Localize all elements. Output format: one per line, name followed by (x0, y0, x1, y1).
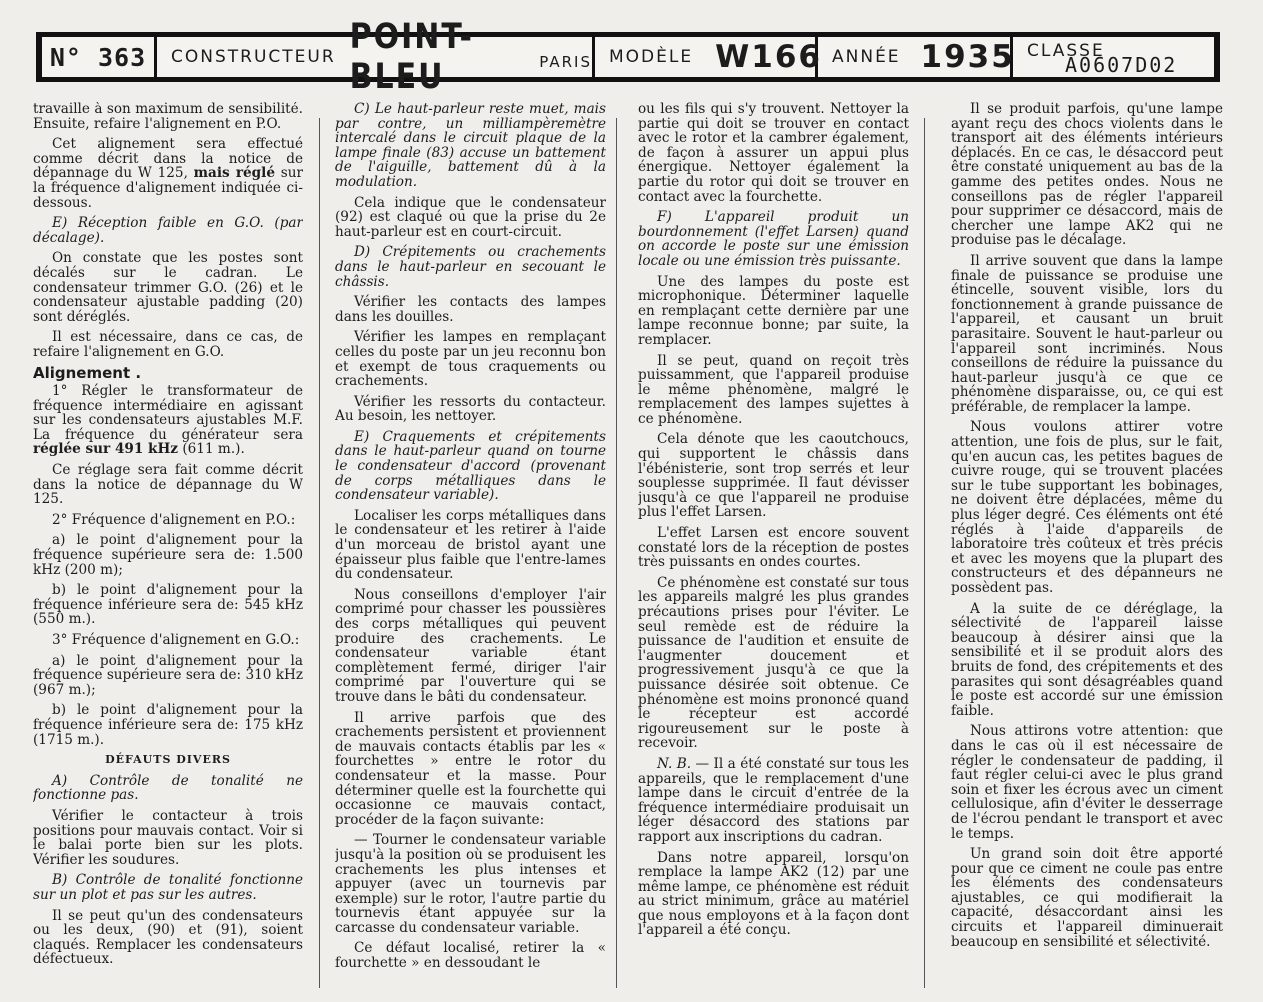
constructor-label: CONSTRUCTEUR (171, 47, 336, 67)
paragraph: Ce réglage sera fait comme décrit dans la notice de dépannage du W 125. (33, 462, 303, 508)
paragraph: N. B. — Il a été constaté sur tous les appareils, que le remplacement d'une lampe dans le circuit d'entrée de la fréquence intermédiaire produisait un léger désaccord des stations par rapport aux inscriptions du cadran. (638, 755, 909, 845)
paragraph: 1° Régler le transformateur de fréquence intermédiaire en agissant sur les condensateurs ajustables M.F. La fréquence du générateur sera réglée sur 491 kHz (611 m.). (33, 383, 303, 458)
paragraph: Ce phénomène est constaté sur tous les appareils malgré les plus grandes précautions prises pour l'éviter. Le seul remède est de réduire la puissance de l'audition et ensuite de l'augmenter doucement et progressivement jusqu'à ce que la puissance désirée soit obtenue. Ce phénomène est moins prononcé quand le récepteur est accordé rigoureusement sur le poste à recevoir. (638, 574, 909, 752)
sheet-number-cell (42, 37, 157, 77)
class-value: A0607D02 (1065, 53, 1178, 77)
paragraph: Il se produit parfois, qu'une lampe ayant reçu des chocs violents dans le transport ait des éléments intérieurs déplacés. En ce cas, le désaccord peut être constaté uniquement au bas de la gamme des petites ondes. Nous ne conseillons pas de régler l'appareil pour supprimer ce désaccord, mais de chercher une lampe AK2 qui ne produise pas le décalage. (951, 102, 1223, 249)
paragraph: Cet alignement sera effectué comme décrit dans la notice de dépannage du W 125, mais réglé sur la fréquence d'alignement indiquée ci-dessous. (33, 136, 303, 211)
paragraph: B) Contrôle de tonalité fonctionne sur un plot et pas sur les autres. (33, 872, 303, 903)
paragraph: Nous voulons attirer votre attention, une fois de plus, sur le fait, qu'en aucun cas, les petites bagues de cuivre rouge, qui se trouvent placées sur le tube supportant les bobinages, ne doivent être déplacées, même du plus léger degré. Ces éléments ont été réglés à l'aide d'appareils de laboratoire très coûteux et très précis et avec les moyens que la plupart des constructeurs et des dépanneurs ne possèdent pas. (951, 419, 1223, 596)
paragraph: E) Craquements et crépitements dans le haut-parleur quand on tourne le condensateur d'accord (provenant de corps métalliques dans le condensateur variable). (335, 428, 606, 504)
column-2 (335, 102, 606, 1000)
header-box (36, 16, 1220, 98)
paragraph: Il se peut, quand on reçoit très puissamment, que l'appareil produise le même phénomène, malgré le remplacement des lampes sujettes à ce phénomène. (638, 352, 909, 427)
paragraph: — Tourner le condensateur variable jusqu'à la position où se produisent les crachements les plus intenses et appuyer (avec un tournevis par exemple) sur le rotor, l'autre partie du tournevis étant appuyée sur la carcasse du condensateur variable. (335, 832, 606, 936)
paragraph: Il est nécessaire, dans ce cas, de refaire l'alignement en G.O. (33, 329, 303, 360)
paragraph: A la suite de ce déréglage, la sélectivité de l'appareil laisse beaucoup à désirer ainsi que la sensibilité et il se produit alors des bruits de fond, des crépitements et des parasites qui sont désagréables quand le poste est accordé sur une émission faible. (951, 600, 1223, 719)
paragraph: Localiser les corps métalliques dans le condensateur et les retirer à l'aide d'un morceau de bristol ayant une épaisseur plus faible que l'entre-lames du condensateur. (335, 507, 606, 583)
year-label: ANNÉE (832, 47, 901, 67)
paragraph: Vérifier les ressorts du contacteur. Au besoin, les nettoyer. (335, 393, 606, 425)
paragraph: a) le point d'alignement pour la fréquence supérieure sera de: 310 kHz (967 m.); (33, 652, 303, 698)
brand-name: POINT-BLEU (349, 16, 474, 98)
paragraph: Il se peut qu'un des condensateurs ou les deux, (90) et (91), soient claqués. Remplacer les condensateurs défectueux. (33, 907, 303, 968)
paragraph: Cela indique que le condensateur (92) est claqué ou que la prise du 2e haut-parleur est en court-circuit. (335, 194, 606, 240)
paragraph: Une des lampes du poste est microphonique. Déterminer laquelle en remplaçant cette dernière par une lampe reconnue bonne; par suite, la remplacer. (638, 273, 909, 348)
constructor-cell (157, 16, 595, 98)
paragraph: Vérifier les lampes en remplaçant celles du poste par un jeu reconnu bon et exempt de tous craquements ou crachements. (335, 329, 606, 390)
paragraph: On constate que les postes sont décalés sur le cadran. Le condensateur trimmer G.O. (26) et le condensateur ajustable padding (20) sont déréglés. (33, 250, 303, 325)
paragraph: Vérifier le contacteur à trois positions pour mauvais contact. Voir si le balai porte bien sur les plots. Vérifier les soudures. (33, 807, 303, 868)
section-heading: Alignement . (33, 363, 142, 382)
column-1 (33, 102, 303, 1000)
paragraph: E) Réception faible en G.O. (par décalage). (33, 215, 303, 246)
paragraph: Vérifier les contacts des lampes dans les douilles. (335, 294, 606, 325)
paragraph: Dans notre appareil, lorsqu'on remplace la lampe AK2 (12) par une même lampe, ce phénomène est réduit au strict minimum, grâce au matériel que nous employons et à la façon dont l'appareil a été conçu. (638, 849, 909, 939)
paragraph: Nous attirons votre attention: que dans le cas où il est nécessaire de régler le condensateur de padding, il faut régler celui-ci avec le plus grand soin et fixer les écrous avec un ciment cellulosique, afin d'éviter le desserrage de l'écrou pendant le transport et avec le temps. (951, 723, 1223, 842)
column-4 (951, 102, 1223, 1000)
article-body (33, 102, 1225, 1000)
class-label: CLASSE (1027, 41, 1105, 61)
paragraph: 3° Fréquence d'alignement en G.O.: (52, 632, 300, 648)
paragraph: C) Le haut-parleur reste muet, mais par contre, un milliampèremètre intercalé dans le circuit plaque de la lampe finale (83) accuse un battement de l'aiguille, battement dû à la modulation. (335, 102, 606, 190)
paragraph: L'effet Larsen est encore souvent constaté lors de la réception de postes très puissants en ondes courtes. (638, 525, 909, 571)
paragraph: ou les fils qui s'y trouvent. Nettoyer la partie qui doit se trouver en contact avec le rotor et la cambrer également, de façon à assurer un appui plus énergique. Nettoyer également la partie du rotor qui doit se trouver en contact avec la fourchette. (638, 102, 909, 205)
paragraph: Ce défaut localisé, retirer la « fourchette » en dessoudant le (335, 940, 606, 972)
paragraph: a) le point d'alignement pour la fréquence supérieure sera de: 1.500 kHz (200 m); (33, 532, 303, 578)
sheet-number: N° 363 (49, 42, 147, 72)
paragraph: 2° Fréquence d'alignement en P.O.: (52, 511, 296, 528)
paragraph: A) Contrôle de tonalité ne fonctionne pas. (33, 772, 303, 804)
section-heading: DÉFAUTS DIVERS (105, 753, 231, 767)
brand-city: PARIS (539, 53, 592, 71)
paragraph: Nous conseillons d'employer l'air comprimé pour chasser les poussières des corps métalliques qui peuvent produire des crachements. Le condensateur variable étant complètement fermé, diriger l'air comprimé par l'ouverture qui se trouve dans le bâti du condensateur. (335, 586, 606, 705)
model-cell (595, 37, 822, 77)
year-cell (818, 37, 1013, 77)
paragraph: F) L'appareil produit un bourdonnement (l'effet Larsen) quand on accorde le poste sur une émission locale ou une émission très puissante. (638, 209, 909, 269)
paragraph: D) Crépitements ou crachements dans le haut-parleur en secouant le châssis. (335, 244, 606, 290)
year-value: 1935 (920, 39, 1015, 75)
model-label: MODÈLE (609, 47, 694, 67)
paragraph: travaille à son maximum de sensibilité. Ensuite, refaire l'alignement en P.O. (33, 102, 303, 132)
paragraph: b) le point d'alignement pour la fréquence inférieure sera de: 175 kHz (1715 m.). (33, 702, 303, 748)
model-name: W166 (715, 39, 822, 75)
paragraph: Il arrive parfois que des crachements persistent et proviennent de mauvais contacts établis par les « fourchettes » entre le rotor du condensateur et la masse. Pour déterminer quelle est la fourchette qui occasionne ce mauvais contact, procéder de la façon suivante: (335, 709, 606, 828)
column-3 (638, 102, 909, 1000)
paragraph: Cela dénote que les caoutchoucs, qui supportent le châssis dans l'ébénisterie, sont trop serrés et leur souplesse supprimée. Il faut dévisser jusqu'à ce que l'appareil ne produise plus l'effet Larsen. (638, 431, 909, 521)
paragraph: Il arrive souvent que dans la lampe finale de puissance se produise une étincelle, souvent visible, lors du fonctionnement à grande puissance de l'appareil, et causant un bruit parasitaire. Souvent le haut-parleur ou l'appareil sont incriminés. Nous conseillons de réduire la puissance du haut-parleur jusqu'à ce que ce phénomène disparaisse, ou, ce qui est préférable, de remplacer la lampe. (951, 252, 1223, 415)
paragraph: Un grand soin doit être apporté pour que ce ciment ne coule pas entre les éléments des condensateurs ajustables, ce qui modifierait la capacité, désaccordant ainsi les circuits et l'appareil diminuerait beaucoup en sensibilité et sélectivité. (951, 846, 1223, 950)
class-cell (1013, 37, 1214, 77)
paragraph: b) le point d'alignement pour la fréquence inférieure sera de: 545 kHz (550 m.). (33, 582, 303, 628)
